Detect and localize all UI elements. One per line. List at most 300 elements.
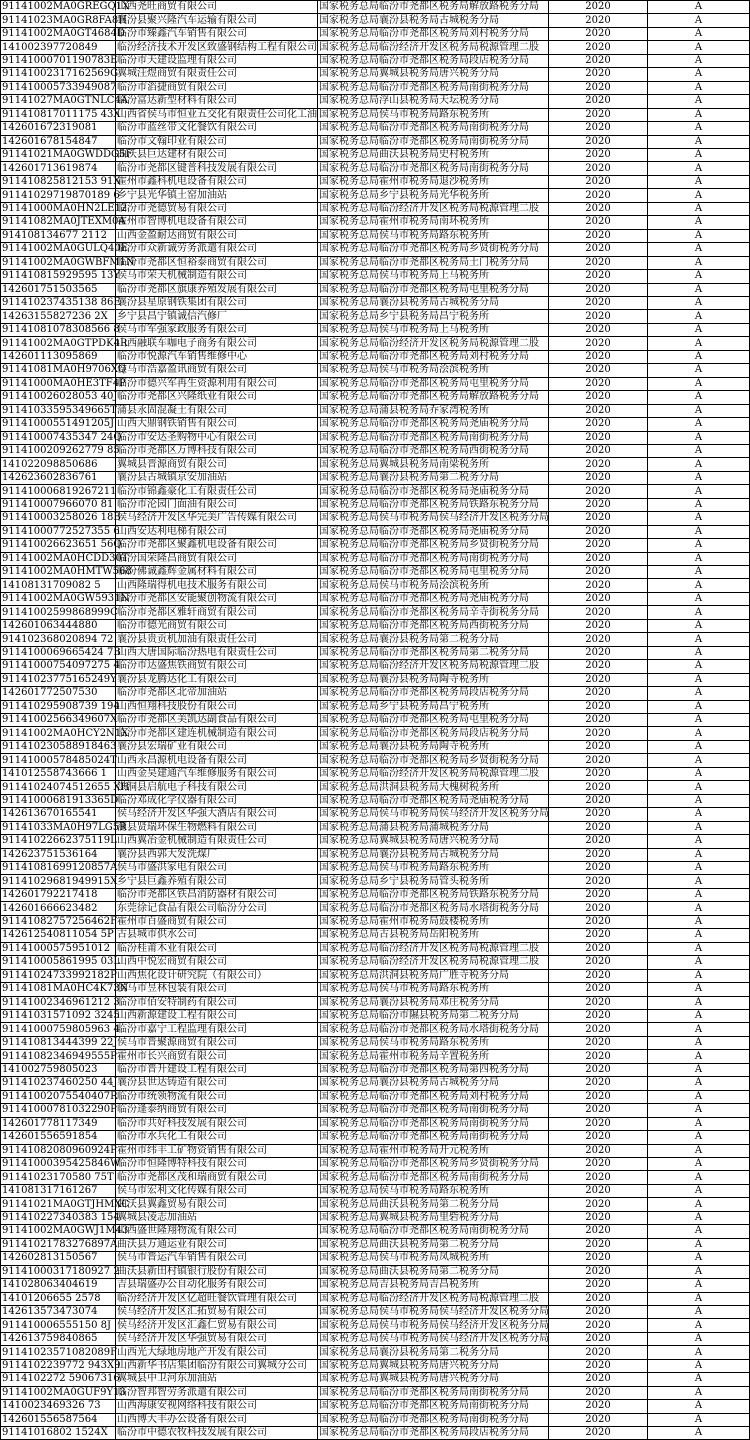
tax-office-cell: 国家税务总局吉县税务局吉昌税务所 <box>318 1279 549 1292</box>
year-cell: 2020 <box>549 148 648 161</box>
credit-code-cell: 142613573473074 <box>1 1305 116 1318</box>
company-name-cell: 临汾市德兴军再生资源利用有限公司 <box>116 377 318 390</box>
company-name-cell: 临汾市尧都区建连机械制造有限公司 <box>116 727 318 740</box>
grade-cell: A <box>648 68 750 81</box>
year-cell: 2020 <box>549 915 648 928</box>
table-row <box>1 310 750 323</box>
grade-cell: A <box>648 162 750 175</box>
credit-code-cell: 142601556591854 <box>1 1131 116 1144</box>
tax-office-cell: 国家税务总局临汾市尧都区税务局尧庙税务分局 <box>318 592 549 605</box>
credit-code-cell: 142601672319081 <box>1 122 116 135</box>
company-name-cell: 临汾市水兵化工有限公司 <box>116 1131 318 1144</box>
year-cell: 2020 <box>549 1077 648 1090</box>
grade-cell: A <box>648 14 750 27</box>
table-row <box>1 350 750 363</box>
table-row <box>1 1 750 14</box>
year-cell: 2020 <box>549 108 648 121</box>
table-row <box>1 1157 750 1170</box>
grade-cell: A <box>648 929 750 942</box>
tax-office-cell: 国家税务总局临汾市尧都区税务局刘村税务分局 <box>318 1090 549 1103</box>
tax-office-cell: 国家税务总局曲沃县税务局第二税务分局 <box>318 1198 549 1211</box>
year-cell: 2020 <box>549 888 648 901</box>
grade-cell: A <box>648 148 750 161</box>
year-cell: 2020 <box>549 283 648 296</box>
tax-office-cell: 国家税务总局襄汾县税务局古城税务分局 <box>318 1077 549 1090</box>
table-row <box>1 1319 750 1332</box>
company-name-cell: 山西融联车咖电子商务有限公司 <box>116 337 318 350</box>
credit-code-cell: 91141000754097275 4 <box>2 660 120 672</box>
credit-code-cell: 91141022662375119L <box>2 835 117 847</box>
credit-code-cell: 91141023775165249Y <box>2 673 117 685</box>
credit-code-cell: 911410813444399 22J <box>2 1037 118 1049</box>
year-cell: 2020 <box>549 808 648 821</box>
credit-code-cell: 91141027MA0GTNLC4A <box>2 95 129 107</box>
credit-code-cell: 9114100209262779 85 <box>2 445 120 457</box>
table-row <box>1 1265 750 1278</box>
company-name-cell: 临汾市佰安特制药有限公司 <box>116 996 318 1009</box>
credit-code-cell: 142601666623482 <box>1 902 116 915</box>
credit-code-cell: 91141023MA0GR8FA8H <box>2 14 127 26</box>
tax-office-cell: 国家税务总局临汾市尧都区税务局水塔街税务分局 <box>318 902 549 915</box>
table-row <box>1 1198 750 1211</box>
table-row <box>1 539 750 552</box>
tax-office-cell: 国家税务总局临汾经济开发区税务局税源管理二股 <box>318 202 549 215</box>
year-cell: 2020 <box>549 81 648 94</box>
credit-code-cell: 914102368020894 72 <box>1 633 116 646</box>
year-cell: 2020 <box>549 794 648 807</box>
tax-office-cell: 国家税务总局临汾市尧都区税务局段店税务分局 <box>318 1427 549 1440</box>
year-cell: 2020 <box>549 243 648 256</box>
tax-office-cell: 国家税务总局临汾经济开发区税务局税源管理二股 <box>318 767 549 780</box>
year-cell: 2020 <box>549 1144 648 1157</box>
company-name-cell: 临汾佛诚鑫辉金属材料有限公司 <box>116 566 318 579</box>
year-cell: 2020 <box>549 821 648 834</box>
credit-code-cell: 91141000MA0HN2LE12 <box>2 203 128 215</box>
credit-code-cell: 911410026028053 40J <box>2 391 118 403</box>
grade-cell: A <box>648 875 750 888</box>
company-name-cell: 临汾市嘉宁工程监理有限公司 <box>116 1023 318 1036</box>
company-name-cell: 山西金昊建通汽车维修服务有限公司 <box>116 767 318 780</box>
credit-code-cell: 142623751536164 <box>1 848 116 861</box>
grade-cell: A <box>648 781 750 794</box>
credit-code-cell: 91141082757256462F <box>2 916 118 928</box>
credit-code-cell: 91141081MA0H9706XQ <box>2 364 127 376</box>
table-row <box>1 471 750 484</box>
credit-code-cell: 911410227340383 154 <box>2 1212 120 1223</box>
grade-cell: A <box>648 1386 750 1399</box>
table-row <box>1 323 750 336</box>
company-name-cell: 山西新华书店集团临汾有限公司翼城分公司 <box>116 1359 318 1372</box>
grade-cell: A <box>648 377 750 390</box>
table-row <box>1 592 750 605</box>
company-name-cell: 山西焦化设计研究院（有限公司） <box>116 969 318 982</box>
year-cell: 2020 <box>549 606 648 619</box>
year-cell: 2020 <box>549 498 648 511</box>
table-row <box>1 364 750 377</box>
company-name-cell: 临汾市天建设监理有限公司 <box>116 54 318 67</box>
grade-cell: A <box>648 1063 750 1076</box>
year-cell: 2020 <box>549 471 648 484</box>
grade-cell: A <box>648 1131 750 1144</box>
grade-cell: A <box>648 888 750 901</box>
table-row <box>1 1427 750 1440</box>
tax-office-cell: 国家税务总局蒲县税务局蒲城税务分局 <box>318 821 549 834</box>
credit-code-cell: 141012558743666 1 <box>1 767 116 780</box>
tax-office-cell: 国家税务总局临汾经济开发区税务局税源管理二股 <box>318 337 549 350</box>
year-cell: 2020 <box>549 767 648 780</box>
tax-office-cell: 国家税务总局临汾市尧都区税务局乡贤街税务分局 <box>318 754 549 767</box>
credit-code-cell: 911410005861995 03L <box>2 956 120 968</box>
grade-cell: A <box>648 296 750 309</box>
grade-cell: A <box>648 835 750 848</box>
year-cell: 2020 <box>549 660 648 673</box>
year-cell: 2020 <box>549 1359 648 1372</box>
credit-code-cell: 142601792217418 <box>1 888 116 901</box>
grade-cell: A <box>648 1077 750 1090</box>
company-name-cell: 临汾市尧都区茂和瑞商贸有限公司 <box>116 1171 318 1184</box>
tax-office-cell: 国家税务总局乡宁县税务局昌宁税务所 <box>318 700 549 713</box>
grade-cell: A <box>648 243 750 256</box>
tax-office-cell: 国家税务总局临汾市尧都区税务局南街税务分局 <box>318 1117 549 1130</box>
table-row <box>1 1305 750 1318</box>
tax-office-cell: 国家税务总局襄汾县税务局古城税务分局 <box>318 296 549 309</box>
credit-code-cell: 91141029681949915X <box>2 875 118 887</box>
tax-office-cell: 国家税务总局霍州市税务局辛置税务所 <box>318 1050 549 1063</box>
credit-code-cell: 91141002MA0GW5931N <box>2 593 130 605</box>
credit-code-cell: 91141002566349607X <box>2 714 118 726</box>
grade-cell: A <box>648 323 750 336</box>
credit-code-cell: 91141023170580 75T <box>2 1171 114 1183</box>
year-cell: 2020 <box>549 458 648 471</box>
year-cell: 2020 <box>549 1332 648 1345</box>
credit-code-cell: 9114100069665424 7B <box>2 646 121 658</box>
credit-code-cell: 91141002075540407R <box>2 1090 118 1102</box>
grade-cell: A <box>648 1050 750 1063</box>
company-name-cell: 临汾市德光商贸有限公司 <box>116 619 318 632</box>
company-name-cell: 临汾市悦源汽车销售维修中心 <box>116 350 318 363</box>
company-name-cell: 曲沃县巨达建材有限公司 <box>116 148 318 161</box>
tax-office-cell: 国家税务总局临汾市尧都区税务局南街税务分局 <box>318 552 549 565</box>
table-row <box>1 552 750 565</box>
company-name-cell: 襄汾县宏瑞矿业有限公司 <box>116 740 318 753</box>
grade-cell: A <box>648 956 750 969</box>
table-row <box>1 619 750 632</box>
tax-office-cell: 国家税务总局侯马市税务局凤城税务所 <box>318 1252 549 1265</box>
tax-office-cell: 国家税务总局临汾市尧都区税务局屯里税务分局 <box>318 377 549 390</box>
year-cell: 2020 <box>549 444 648 457</box>
table-row <box>1 283 750 296</box>
tax-office-cell: 国家税务总局侯马市税务局路东税务所 <box>318 229 549 242</box>
credit-code-cell: 91141002MA0HMTW568 <box>2 566 132 578</box>
credit-code-cell: 141028063404619 <box>1 1279 116 1292</box>
table-row <box>1 902 750 915</box>
table-row <box>1 862 750 875</box>
table-row <box>1 1386 750 1399</box>
grade-cell: A <box>648 81 750 94</box>
company-name-cell: 山西尧旺商贸有限公司 <box>116 1 318 14</box>
table-row <box>1 1036 750 1049</box>
company-name-cell: 襄汾县西郭大发洗煤厂 <box>116 848 318 861</box>
year-cell: 2020 <box>549 162 648 175</box>
year-cell: 2020 <box>549 525 648 538</box>
grade-cell: A <box>648 902 750 915</box>
table-row <box>1 68 750 81</box>
credit-code-cell: 91141033MA0H97LG5R <box>2 821 127 833</box>
table-row <box>1 821 750 834</box>
table-row <box>1 1023 750 1036</box>
company-name-cell: 临汾市尧都区键普科技发展有限公司 <box>116 162 318 175</box>
table-row <box>1 835 750 848</box>
table-row <box>1 404 750 417</box>
year-cell: 2020 <box>549 1265 648 1278</box>
tax-office-cell: 国家税务总局洪洞县税务局大槐树税务所 <box>318 781 549 794</box>
company-name-cell: 临汾逢泰纳商贸有限公司 <box>116 1104 318 1117</box>
tax-office-cell: 国家税务总局襄汾县税务局第二税务分局 <box>318 633 549 646</box>
grade-cell: A <box>648 942 750 955</box>
grade-cell: A <box>648 256 750 269</box>
company-name-cell: 侯马经济开发区华强大酒店有限公司 <box>116 808 318 821</box>
table-row <box>1 915 750 928</box>
company-name-cell: 山西盛世隆翔物流有限公司 <box>116 1225 318 1238</box>
year-cell: 2020 <box>549 1252 648 1265</box>
year-cell: 2020 <box>549 216 648 229</box>
tax-office-cell: 国家税务总局临汾市尧都区税务局解放路税务分局 <box>318 391 549 404</box>
tax-office-cell: 国家税务总局蒲县税务局乔家湾税务所 <box>318 404 549 417</box>
year-cell: 2020 <box>549 633 648 646</box>
grade-cell: A <box>648 525 750 538</box>
grade-cell: A <box>648 1332 750 1345</box>
year-cell: 2020 <box>549 189 648 202</box>
year-cell: 2020 <box>549 956 648 969</box>
year-cell: 2020 <box>549 270 648 283</box>
company-name-cell: 侯马市军强家政服务有限公司 <box>116 323 318 336</box>
tax-office-cell: 国家税务总局临汾市尧都区税务局南街税务分局 <box>318 135 549 148</box>
company-name-cell: 侯马经济开发区汇拓贸易有限公司 <box>116 1305 318 1318</box>
grade-cell: A <box>648 1157 750 1170</box>
tax-office-cell: 国家税务总局临汾市尧都区税务局刘村税务分局 <box>318 27 549 40</box>
year-cell: 2020 <box>549 942 648 955</box>
year-cell: 2020 <box>549 1157 648 1170</box>
tax-office-cell: 国家税务总局侯马市税务局侯马经济开发区税务分局 <box>319 1306 549 1318</box>
grade-cell: A <box>648 983 750 996</box>
tax-office-cell: 国家税务总局临汾市尧都区税务局南街税务分局 <box>318 1413 549 1426</box>
year-cell: 2020 <box>549 337 648 350</box>
year-cell: 2020 <box>549 256 648 269</box>
credit-code-cell: 91141002MA0HCDD30T <box>2 552 129 564</box>
grade-cell: A <box>648 996 750 1009</box>
grade-cell: A <box>648 1413 750 1426</box>
grade-cell: A <box>648 135 750 148</box>
company-name-cell: 临汾市尧都区北帝加油站 <box>116 687 318 700</box>
table-row <box>1 1077 750 1090</box>
table-row <box>1 1225 750 1238</box>
company-name-cell: 山西安达利电梯有限公司 <box>116 525 318 538</box>
company-name-cell: 山西中悦宏商贸有限公司 <box>116 956 318 969</box>
tax-office-cell: 国家税务总局临汾市尧都区税务局辛寺街税务分局 <box>318 606 549 619</box>
credit-code-cell: 1410023469326 73 <box>1 1400 116 1413</box>
year-cell: 2020 <box>549 781 648 794</box>
year-cell: 2020 <box>549 1184 648 1197</box>
company-name-cell: 乡宁县昌宁镇诚信汽修厂 <box>116 310 318 323</box>
grade-cell: A <box>648 108 750 121</box>
year-cell: 2020 <box>549 566 648 579</box>
tax-office-cell: 国家税务总局曲沃县税务局第二税务分局 <box>318 1238 549 1251</box>
credit-code-cell: 91141002MA0GWJ1M43 <box>2 1225 129 1237</box>
grade-cell: A <box>648 848 750 861</box>
year-cell: 2020 <box>549 418 648 431</box>
year-cell: 2020 <box>549 687 648 700</box>
tax-office-cell: 国家税务总局襄汾县税务局古城税务分局 <box>318 848 549 861</box>
credit-code-cell: 911410003258026 18B <box>2 512 121 524</box>
table-row <box>1 377 750 390</box>
table-row <box>1 781 750 794</box>
grade-cell: A <box>648 1211 750 1224</box>
year-cell: 2020 <box>549 619 648 632</box>
credit-code-cell: 911410237460250 44J <box>2 1077 118 1089</box>
year-cell: 2020 <box>549 848 648 861</box>
year-cell: 2020 <box>549 1413 648 1426</box>
company-name-cell: 山西海康安视网络科技有限公司 <box>116 1400 318 1413</box>
company-name-cell: 山西隆瑞得机电技术服务有限公司 <box>116 579 318 592</box>
grade-cell: A <box>648 1023 750 1036</box>
company-name-cell: 襄汾县星原钢铁集团有限公司 <box>116 296 318 309</box>
tax-office-cell: 国家税务总局临汾市尧都区税务局尧庙税务分局 <box>318 525 549 538</box>
credit-code-cell: 911410006819267211 <box>2 485 117 497</box>
table-row <box>1 1184 750 1197</box>
table-row <box>1 579 750 592</box>
table-row <box>1 673 750 686</box>
credit-code-cell: 91141024074512655 XH <box>2 781 130 793</box>
grade-cell: A <box>648 404 750 417</box>
company-name-cell: 临汾市尧都区铁昌消防器材有限公司 <box>116 888 318 901</box>
tax-office-cell: 国家税务总局临汾市尧都区税务局乡贤街税务分局 <box>318 539 549 552</box>
grade-cell: A <box>648 270 750 283</box>
credit-code-cell: 911410007966070 81 <box>1 498 116 511</box>
tax-office-cell: 国家税务总局临汾市尧都区税务局南街税务分局 <box>318 1131 549 1144</box>
credit-code-cell: 14108131709082 5 <box>1 579 116 592</box>
tax-office-cell: 国家税务总局临汾市尧都区税务局土门税务分局 <box>318 256 549 269</box>
table-row <box>1 956 750 969</box>
grade-cell: A <box>648 512 750 525</box>
credit-code-cell: 142613759840865 <box>1 1332 116 1345</box>
credit-code-cell: 914108134677 2112 <box>1 229 116 242</box>
tax-office-cell: 国家税务总局临汾市尧都区税务局屯里税务分局 <box>318 283 549 296</box>
credit-code-cell: 91141021MA0GTJHMXC <box>2 1198 129 1210</box>
year-cell: 2020 <box>549 377 648 390</box>
table-row <box>1 175 750 188</box>
year-cell: 2020 <box>549 135 648 148</box>
company-name-cell: 霍州市纬丰工矿物资销售有限公司 <box>116 1144 318 1157</box>
tax-office-cell: 国家税务总局临汾市尧都区税务局水塔街税务分局 <box>318 1023 549 1036</box>
company-name-cell: 曲沃县翼鑫贸易有限公司 <box>116 1198 318 1211</box>
year-cell: 2020 <box>549 1292 648 1305</box>
grade-cell: A <box>648 1144 750 1157</box>
tax-office-cell: 国家税务总局侯马市税务局浍滨税务所 <box>318 579 549 592</box>
year-cell: 2020 <box>549 1 648 14</box>
tax-office-cell: 国家税务总局洪洞县税务局广胜寺税务分局 <box>318 969 549 982</box>
year-cell: 2020 <box>549 1171 648 1184</box>
company-name-cell: 临汾国荣隆昌商贸有限公司 <box>116 552 318 565</box>
company-name-cell: 侯马市宏利文化传媒有限公司 <box>116 1184 318 1197</box>
grade-cell: A <box>648 1279 750 1292</box>
year-cell: 2020 <box>549 1279 648 1292</box>
table-row <box>1 1279 750 1292</box>
credit-code-cell: 91141002MA0GUF9Y13 <box>2 1386 126 1398</box>
credit-code-cell: 91141000781032290P <box>2 1104 117 1116</box>
company-name-cell: 乡宁县光华镇土窑加油站 <box>116 189 318 202</box>
tax-office-cell: 国家税务总局临汾市尧都区税务局解放路税务分局 <box>318 1 549 14</box>
year-cell: 2020 <box>549 202 648 215</box>
grade-cell: A <box>648 808 750 821</box>
grade-cell: A <box>648 1346 750 1359</box>
grade-cell: A <box>648 821 750 834</box>
tax-office-cell: 国家税务总局临汾市尧都区税务局尧庙税务分局 <box>318 794 549 807</box>
table-row <box>1 296 750 309</box>
company-name-cell: 蒲县永固混凝土有限公司 <box>116 404 318 417</box>
grade-cell: A <box>648 552 750 565</box>
grade-cell: A <box>648 337 750 350</box>
credit-code-cell: 911410817011175 43X <box>2 108 121 120</box>
table-row <box>1 942 750 955</box>
company-name-cell: 山西光大绿地房地产开发有限公司 <box>116 1346 318 1359</box>
credit-code-cell: 141022098850686 <box>1 458 116 471</box>
year-cell: 2020 <box>549 229 648 242</box>
credit-code-cell: 91141000551491205J <box>2 418 115 430</box>
year-cell: 2020 <box>549 431 648 444</box>
year-cell: 2020 <box>549 983 648 996</box>
table-row <box>1 606 750 619</box>
company-name-cell: 临汾市达盛焦铁商贸有限公司 <box>116 660 318 673</box>
tax-office-cell: 国家税务总局临汾市尧都区税务局西街税务分局 <box>318 444 549 457</box>
grade-cell: A <box>648 727 750 740</box>
tax-office-cell: 国家税务总局乡宁县税务局昌宁税务所 <box>318 310 549 323</box>
company-name-cell: 侯马市盛洪家电有限公司 <box>116 862 318 875</box>
company-name-cell: 山西金盈耐达商贸有限公司 <box>116 229 318 242</box>
table-row <box>1 202 750 215</box>
company-name-cell: 襄汾县贵贡机加油有限责任公司 <box>116 633 318 646</box>
grade-cell: A <box>648 687 750 700</box>
credit-code-cell: 91141081MA0HC4K73N <box>2 983 129 995</box>
tax-office-cell: 国家税务总局襄汾县税务局古城税务分局 <box>318 14 549 27</box>
tax-office-cell: 国家税务总局霍州市税务局退沙税务所 <box>318 175 549 188</box>
year-cell: 2020 <box>549 875 648 888</box>
year-cell: 2020 <box>549 1050 648 1063</box>
year-cell: 2020 <box>549 1117 648 1130</box>
company-name-cell: 乡宁县巨鑫养殖有限公司 <box>116 875 318 888</box>
grade-cell: A <box>648 54 750 67</box>
table-row <box>1 1211 750 1224</box>
credit-code-cell: 91141029719870189 6 <box>2 189 120 201</box>
table-row <box>1 1131 750 1144</box>
grade-cell: A <box>648 915 750 928</box>
tax-office-cell: 国家税务总局临汾市尧都区税务局段店税务分局 <box>318 727 549 740</box>
grade-cell: A <box>648 444 750 457</box>
year-cell: 2020 <box>549 1198 648 1211</box>
tax-office-cell: 国家税务总局临汾市尧都区税务局屯里税务分局 <box>318 566 549 579</box>
table-body <box>1 1 750 1440</box>
grade-cell: A <box>648 364 750 377</box>
table-row <box>1 808 750 821</box>
company-name-cell: 霍州市鑫科机电设备有限公司 <box>116 175 318 188</box>
credit-code-cell: 142613670165541 <box>1 808 116 821</box>
table-row <box>1 431 750 444</box>
company-name-cell: 山西新源建设工程有限公司 <box>116 1009 318 1022</box>
year-cell: 2020 <box>549 902 648 915</box>
table-row <box>1 337 750 350</box>
grade-cell: A <box>648 1359 750 1372</box>
table-row <box>1 512 750 525</box>
grade-cell: A <box>648 592 750 605</box>
